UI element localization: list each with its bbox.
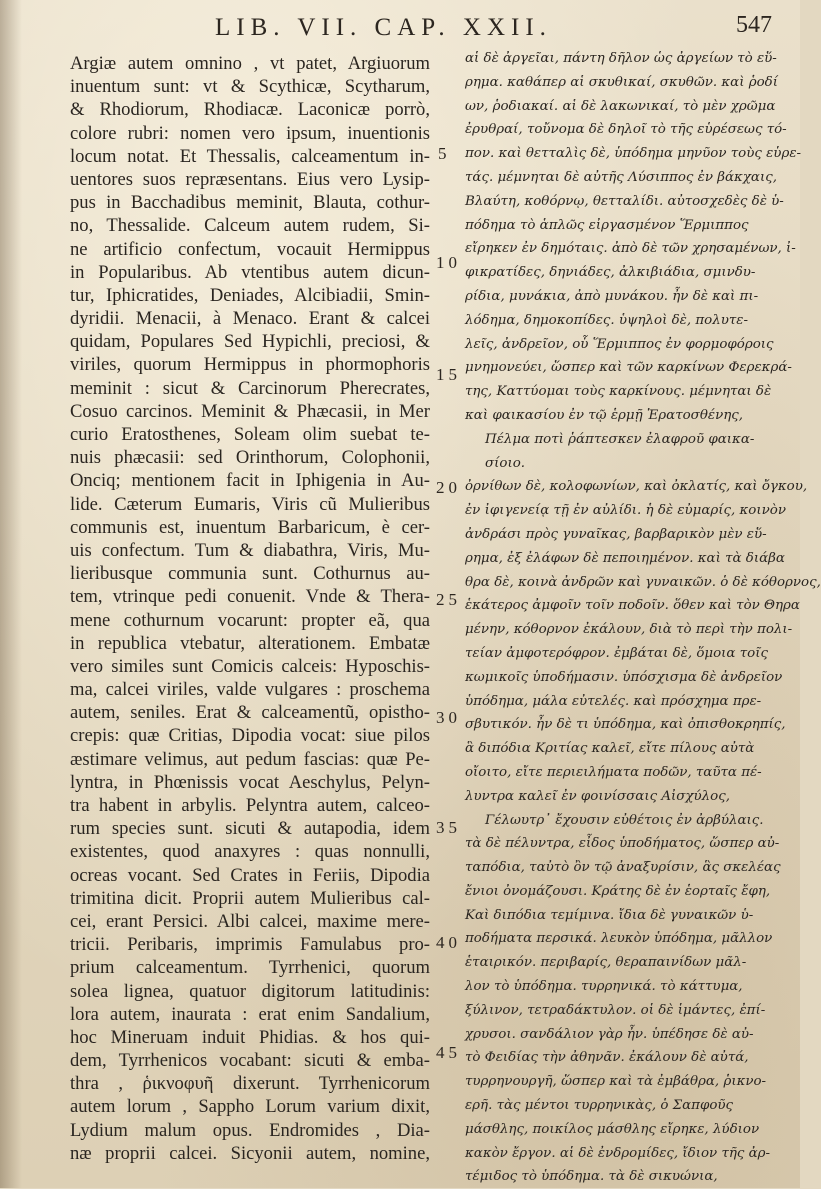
greek-line: Καὶ διπόδια τεμίμινα. ἴδια δὲ γυναικῶν ὑ- [465, 907, 754, 923]
greek-line: χρυσοι. σανδάλιον γὰρ ἦν. ὑπέδησε δὲ αὐ- [465, 1026, 754, 1042]
latin-line: prium calceamentum. Tyrrhenici, quorum [70, 957, 430, 979]
greek-line: της, Καττύομαι τοὺς καρκίνους. μέμνηται δὲ [465, 384, 772, 400]
latin-line: ocreas vocant. Sed Crates in Feriis, Dipodia [70, 864, 430, 886]
latin-line: communis est, inuentum Barbaricum, è cer- [70, 516, 430, 538]
latin-line: autem, seniles. Erat & calceamentũ, opistho- [70, 702, 430, 724]
greek-line: ὀρνίθων δὲ, κολοφωνίων, καὶ ὀκλατίς, καὶ ὄγκου, [465, 479, 808, 495]
greek-line: φικρατίδες, δηνιάδες, ἀλκιβιάδια, σμινδυ- [465, 265, 756, 281]
latin-line: quidam, Populares Sed Hypichli, preciosi, & [70, 331, 430, 353]
latin-line: næ proprii calcei. Sicyonii autem, nomine, [70, 1142, 430, 1164]
latin-line: mene cothurnum vocarunt: propter eã, qua [70, 609, 430, 631]
line-number: 20 [436, 478, 461, 497]
line-number: 15 [436, 365, 461, 384]
running-head: LIB. VII. CAP. XXII. [215, 14, 552, 41]
latin-line: tricii. Peribaris, imprimis Famulabus pro- [70, 934, 430, 956]
greek-line: αἱ δὲ ἀργεῖαι, πάντη δῆλον ὡς ἀργείων τὸ εὕ- [465, 51, 777, 66]
greek-line: λον τὸ ὑπόδημα. τυρρηνικά. τὸ κάττυμα, [465, 979, 743, 995]
latin-line: viriles, quorum Hermippus in phormophoris [70, 354, 430, 376]
latin-line: crepis: quæ Critias, Dipodia vocat: siue pilos [70, 725, 430, 747]
greek-line: τέμιδος τὸ ὑπόδημα. τὰ δὲ σικυώνια, [465, 1169, 718, 1185]
latin-line: inuentum sunt: vt & Scythicæ, Scytharum, [70, 76, 430, 98]
greek-verse-line: Πέλμα ποτὶ ῥάπτεσκεν ἐλαφροῦ φαικα- [485, 431, 755, 447]
greek-line: ἀνδράσι πρὸς γυναῖκας, βαρβαρικὸν μὲν εὕ- [465, 526, 767, 542]
latin-line: Onciq; mentionem facit in Iphigenia in Au- [70, 470, 430, 492]
greek-line: τυρρηνουργῆ, ὥσπερ καὶ τὰ ἐμβάθρα, ῥικνο- [465, 1074, 767, 1090]
greek-column [465, 47, 821, 1189]
greek-line: τὸ Φειδίας τὴν ἀθηνᾶν. ἐκάλουν δὲ αὐτά, [465, 1050, 749, 1066]
latin-line: meminit : sicut & Carcinorum Pherecrates, [70, 377, 430, 399]
latin-line: lide. Cæterum Eumaris, Viris cũ Mulieribus [70, 493, 430, 515]
greek-line: καὶ φαικασίου ἐν τῷ ἑρμῇ Ἐρατοσθένης, [465, 407, 743, 423]
greek-line: σβυτικόν. ἦν δὲ τι ὑπόδημα, καὶ ὀπισθοκρηπίς, [465, 717, 786, 733]
latin-line: tur, Iphicratides, Deniades, Alcibiadii, Smin- [70, 284, 430, 306]
latin-line: rum species sunt. sicuti & autapodia, idem [70, 818, 430, 840]
greek-line: λεῖς, ἀνδρεῖον, οὗ Ἕρμιππος ἐν φορμοφόροις [465, 336, 774, 352]
greek-line: εἴρηκεν ἐν δημόταις. ἀπὸ δὲ τῶν χρησαμένων, ἰ- [465, 241, 796, 257]
greek-verse-line: σίοιο. [485, 455, 526, 471]
latin-line: autem lorum , Sappho Lorum varium dixit, [70, 1096, 430, 1118]
latin-line: no, Thessalide. Calceum autem rudem, Si- [70, 215, 430, 237]
greek-line: Βλαύτη, κοθόρνῳ, θετταλίδι. αὐτοσχεδὲς δὲ ὑ- [465, 193, 784, 209]
greek-line: μνημονεύει, ὥσπερ καὶ τῶν καρκίνων Φερεκρά- [465, 360, 792, 376]
line-number: 5 [438, 144, 451, 163]
latin-line: lyntra, in Phœnissis vocat Aeschylus, Pelyn- [70, 771, 430, 793]
greek-line: τὰ δὲ πέλυντρα, εἶδος ὑποδήματος, ὥσπερ αὐ- [465, 836, 780, 852]
line-number: 40 [436, 933, 461, 952]
latin-line: æstimare velimus, aut pedum fascias: quæ Pe- [70, 748, 430, 770]
greek-line: ἐρυθραί, τοὔνομα δὲ δηλοῖ τὸ τῆς εὑρέσεως τό- [465, 122, 787, 138]
greek-line: ρημα. καθάπερ αἱ σκυθικαί, σκυθῶν. καὶ ῥοδί [465, 74, 778, 90]
latin-line: ma, calcei viriles, valde vulgares : proschema [70, 679, 430, 701]
latin-line: vero similes sunt Comicis calceis: Hyposchis- [70, 655, 430, 677]
latin-line: dem, Tyrrhenicos vocabant: sicuti & emba- [70, 1050, 430, 1072]
latin-line: in republica vtebatur, alterationem. Embatæ [70, 632, 430, 654]
greek-line: ἐν ἰφιγενείᾳ τῇ ἐν αὐλίδι. ἡ δὲ εὐμαρίς, κοινὸν [465, 503, 786, 519]
greek-line: τείαν ἀμφοτερόφρον. ἐμβάται δὲ, ὅμοια τοῖς [465, 645, 768, 661]
latin-line: trimitina dicit. Proprii autem Mulieribus cal- [70, 887, 430, 909]
line-number: 30 [436, 708, 461, 727]
greek-line: ἃ διπόδια Κριτίας καλεῖ, εἴτε πίλους αὐτὰ [465, 741, 755, 757]
latin-line: uentores suos repræsentans. Eius vero Lysip- [70, 168, 430, 190]
greek-line: ων, ῥοδιακαί. αἱ δὲ λακωνικαί, τὸ μὲν χρῶμα [465, 98, 776, 114]
latin-line: nuis phæcasii: sed Orinthorum, Colophonii, [70, 447, 430, 469]
greek-verse-line: Γέλωυτρ᾽ ἔχουσιν εὐθέτοις ἐν ἀρβύλαις. [485, 812, 764, 828]
greek-line: μάσθλης, ποικίλος μάσθλης εἴρηκε, λύδιον [465, 1121, 760, 1137]
greek-line: ρίδια, μυνάκια, ἀπὸ μυνάκου. ἦν δὲ καὶ πι- [465, 288, 759, 304]
latin-line: Argiæ autem omnino , vt patet, Argiuorum [70, 53, 430, 74]
greek-line: κωμικοῖς ὑποδήμασιν. ὑπόσχισμα δὲ ἀνδρεῖον [465, 669, 783, 685]
latin-line: uis confectum. Tum & diabathra, Viris, Mu- [70, 539, 430, 561]
greek-line: ξύλινον, τετραδάκτυλον. οἱ δὲ ἱμάντες, ἐπί- [465, 1002, 766, 1018]
latin-column [70, 52, 430, 1165]
greek-line: ταπόδια, ταὐτὸ ὂν τῷ ἀναξυρίσιν, ἃς σκελέας [465, 860, 781, 876]
latin-line: hoc Mineruam induit Phidias. & hos qui- [70, 1026, 430, 1048]
greek-line: πόδημα τὸ ἁπλῶς εἰργασμένον Ἕρμιππος [465, 217, 749, 233]
line-number: 10 [436, 253, 461, 272]
greek-line: λόδημα, δημοκοπίδες. ὑψηλοὶ δὲ, πολυτε- [465, 312, 748, 328]
line-number: 25 [436, 590, 461, 609]
latin-line: ne artificio confectum, vocauit Hermippus [70, 238, 430, 260]
greek-line: πον. καὶ θετταλὶς δὲ, ὑπόδημα μηνῦον τοὺς εὑρε- [465, 146, 802, 162]
latin-line: dyridii. Menacii, à Menaco. Erant & calcei [70, 308, 430, 330]
greek-line: θρα δὲ, κοινὰ ἀνδρῶν καὶ γυναικῶν. ὁ δὲ κόθορνος, [465, 574, 821, 590]
greek-line: ρημα, ἐξ ἐλάφων δὲ πεποιημένον. καὶ τὰ διάβα [465, 550, 785, 566]
latin-line: cei, erant Persici. Albi calcei, maxime mere- [70, 910, 430, 932]
greek-line: ἑταιρικόν. περιβαρίς, θεραπαινίδων μᾶλ- [465, 955, 747, 971]
latin-line: thra , ῥικνοφυῆ dixerunt. Tyrrhenicorum [70, 1073, 430, 1095]
latin-line: lora autem, inaurata : erat enim Sandalium, [70, 1003, 430, 1025]
page-number: 547 [736, 12, 772, 38]
greek-line: ἔνιοι ὀνομάζουσι. Κράτης δὲ ἐν ἑορταῖς ἔφη, [465, 883, 771, 899]
latin-line: solea lignea, quatuor digitorum latitudinis: [70, 980, 430, 1002]
line-number: 35 [436, 818, 461, 837]
greek-line: λυντρα καλεῖ ἐν φοινίσσαις Αἰσχύλος, [465, 788, 730, 804]
binding-shadow [0, 0, 22, 1188]
greek-line: οἴοιτο, εἴτε περιειλήματα ποδῶν, ταῦτα πέ- [465, 764, 762, 780]
latin-line: locum notat. Et Thessalis, calceamentum in- [70, 145, 430, 167]
latin-line: Cosuo carcinos. Meminit & Phæcasii, in Mer [70, 400, 430, 422]
greek-line: ερῆ. τὰς μέντοι τυρρηνικὰς, ὁ Σαπφοῦς [465, 1098, 734, 1114]
latin-line: in Popularibus. Ab vtentibus autem dicun- [70, 261, 430, 283]
latin-line: Lydium malum opus. Endromides , Dia- [70, 1119, 430, 1141]
line-number: 45 [436, 1043, 461, 1062]
latin-line: tra habent in arbylis. Pelyntra autem, calceo- [70, 795, 430, 816]
greek-line: μένην, κόθορνον ἐκάλουν, διὰ τὸ περὶ τὴν πολι- [465, 622, 793, 638]
latin-line: curio Eratosthenes, Soleam olim suebat te- [70, 424, 430, 445]
latin-line: & Rhodiorum, Rhodiacæ. Laconicæ porrò, [70, 99, 430, 121]
latin-line: colore rubri: nomen vero ipsum, inuentionis [70, 122, 430, 144]
latin-line: lieribusque communia sunt. Cothurnus au- [70, 563, 430, 585]
latin-line: pus in Bacchadibus meminit, Blauta, cothur- [70, 192, 430, 214]
latin-line: tem, vtrinque pedi conuenit. Vnde & Thera- [70, 586, 430, 608]
greek-line: ἑκάτερος ἀμφοῖν τοῖν ποδοῖν. ὅθεν καὶ τὸν Θηρα [465, 598, 800, 614]
greek-line: κακὸν ἔργον. αἱ δὲ ἐνδρομίδες, ἴδιον τῆς ἀρ- [465, 1145, 771, 1161]
greek-line: ποδήματα περσικά. λευκὸν ὑπόδημα, μᾶλλον [465, 931, 773, 947]
greek-line: ὑπόδημα, μάλα εὐτελές. καὶ πρόσχημα πρε- [465, 693, 762, 709]
greek-line: τάς. μέμνηται δὲ αὐτῆς Λύσιππος ἐν βάκχαις, [465, 169, 777, 185]
latin-line: existentes, quod anaxyres : quas nonnulli, [70, 841, 430, 863]
